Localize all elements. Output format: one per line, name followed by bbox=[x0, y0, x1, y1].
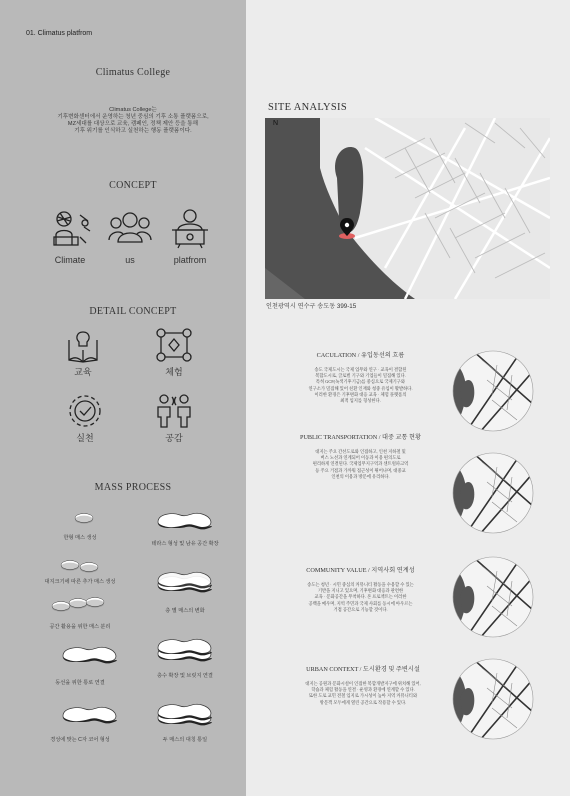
section-title: COMMUNITY VALUE / 지역사회 연계성 bbox=[306, 567, 415, 574]
section-body bbox=[268, 582, 453, 613]
desc-line: 기후 위기를 인식하고 실천하는 행동 플랫폼이다. bbox=[74, 128, 192, 134]
body-line: 버스 노선과 연계되어 이동과 이용 편의도로 bbox=[320, 455, 401, 461]
body-line: 등 주요 거점과 가까워 접근성이 뛰어나며, 대중교 bbox=[315, 467, 406, 473]
section-title: URBAN CONTEXT / 도시환경 및 주변시설 bbox=[306, 666, 420, 673]
desc-line: Climatus College는 bbox=[109, 107, 157, 113]
detail-label-experience: 체험 bbox=[165, 367, 183, 377]
mass-diagram-2 bbox=[142, 500, 222, 540]
desc-line: MZ세대를 대상으로 교육, 캠페인, 정책 제안 등을 통해 bbox=[67, 121, 199, 127]
section-title: PUBLIC TRANSPORTATION / 대중 교통 현황 bbox=[300, 434, 421, 441]
body-line: 연구소가 밀집해 있어 친환 인재와 청중 유입이 활발하다. bbox=[308, 385, 413, 391]
desc-line: 기후변화센터에서 운영하는 청년 중심의 기후 소통 플랫폼으로, bbox=[57, 114, 209, 120]
concept-title: CONCEPT bbox=[109, 180, 157, 191]
section-title: CACULATION / 유입동선의 흐름 bbox=[316, 352, 405, 359]
circle-map-3 bbox=[452, 556, 534, 638]
people-group-icon bbox=[108, 210, 152, 246]
concept-label-us: us bbox=[125, 255, 135, 265]
two-people-icon bbox=[154, 393, 194, 429]
section-public-transport bbox=[268, 432, 453, 480]
body-line: 거점 공간으로 기능할 것이다. bbox=[333, 606, 388, 612]
circle-map-1 bbox=[452, 350, 534, 432]
mass-step-label: 두 매스의 대칭 통일 bbox=[162, 737, 208, 743]
network-icon bbox=[155, 327, 193, 363]
section-community-value bbox=[268, 565, 453, 613]
mass-step-label: 층 별 매스의 변화 bbox=[165, 608, 205, 614]
page-header: 01. Climatus platfrom bbox=[26, 30, 93, 37]
section-urban-context bbox=[268, 664, 458, 706]
detail-label-empathy: 공감 bbox=[165, 433, 183, 443]
site-address: 인천광역시 연수구 송도동 399-15 bbox=[266, 303, 357, 310]
college-title: Climatus College bbox=[95, 67, 171, 78]
body-line: 학습과 체험 활동을 연결 · 운영과 환경에 연계할 수 있다. bbox=[311, 687, 415, 693]
body-line: 기반을 지니고 있으며, 기후변화 대응과 관련한 bbox=[317, 588, 404, 594]
mass-diagram-7 bbox=[55, 638, 125, 678]
body-line: 교육 · 문화공간을 무척하다. 본 프로젝트는 이러한 bbox=[314, 594, 407, 600]
body-line: 복합도시로, 글로벌 기구와 기업들이 밀집해 있다. bbox=[315, 373, 406, 379]
mass-step-label: 공간 활용을 위한 매스 분리 bbox=[49, 624, 111, 630]
gear-check-icon bbox=[67, 393, 103, 429]
section-body bbox=[268, 449, 453, 480]
circle-map-4 bbox=[452, 658, 534, 740]
mass-step-label: 경성에 맞는 C자 코어 형성 bbox=[50, 737, 110, 743]
college-description bbox=[23, 107, 243, 135]
body-line: 대지는 공원과 문화시설이 인접한 복합개발지구에 위치해 있어, bbox=[305, 681, 421, 686]
mass-diagram-6 bbox=[142, 632, 222, 672]
site-map bbox=[265, 118, 550, 299]
detail-label-education: 교육 bbox=[74, 367, 92, 377]
section-body bbox=[268, 367, 453, 404]
mass-diagram-8 bbox=[55, 702, 125, 732]
body-line: 방문객 모두에게 열린 공간으로 작용할 수 있다. bbox=[319, 699, 407, 705]
body-line: 이러한 환경은 기후변화 대응 교육 · 체험 플랫폼의 bbox=[314, 391, 407, 397]
body-line: 또한 도로 교민 전철 입지로 가시성이 높아 지역 커뮤니티와 bbox=[308, 693, 418, 699]
body-line: 편리하게 연결된다. 국제업무지구역과 센트럴파크역 bbox=[312, 461, 409, 467]
mass-step-label: 테라스 형성 및 남유 공간 확장 bbox=[151, 541, 219, 547]
mass-diagram-9 bbox=[142, 700, 222, 735]
body-line: 인천의 이용과 방문에 유리하다. bbox=[331, 473, 390, 479]
mass-step-label: 동선을 위한 통로 연결 bbox=[55, 680, 105, 686]
concept-label-climate: Climate bbox=[54, 255, 86, 265]
mass-process-title: MASS PROCESS bbox=[94, 482, 172, 493]
mass-step-label: 층수 확장 및 브릿지 연결 bbox=[157, 673, 213, 679]
detail-label-practice: 실천 bbox=[76, 433, 94, 443]
body-line: 최적 입지를 형성한다. bbox=[340, 398, 381, 404]
section-body bbox=[268, 681, 458, 706]
body-line: 대지는 주요 간선도로와 인접하고, 인천 지하철 및 bbox=[315, 449, 406, 454]
mass-step-label: 대지크기에 따른 추가 매스 생성 bbox=[44, 579, 116, 585]
concept-label-platfrom: platfrom bbox=[173, 255, 207, 265]
mass-diagram-5 bbox=[45, 592, 115, 617]
body-line: 특히 GCF(녹색기후기금)를 중심으로 국제기구와 bbox=[315, 379, 406, 385]
north-arrow: N bbox=[273, 120, 279, 127]
mass-diagram-4 bbox=[142, 565, 222, 605]
mass-diagram-3 bbox=[45, 555, 115, 580]
body-line: 송도는 청년 · 시민 중심의 커뮤니티 활동을 수용할 수 있는 bbox=[307, 582, 414, 587]
section-caculation bbox=[268, 350, 453, 404]
climate-scientist-icon bbox=[50, 207, 92, 249]
body-line: 송도 국제도시는 국제 업무와 연구 · 교육이 결합된 bbox=[314, 367, 407, 372]
presenter-icon bbox=[170, 208, 210, 248]
site-analysis-title: SITE ANALYSIS bbox=[268, 102, 347, 113]
circle-map-2 bbox=[452, 452, 534, 534]
mass-step-label: 한형 매스 생성 bbox=[63, 535, 97, 541]
book-lightbulb-icon bbox=[67, 328, 99, 364]
detail-concept-title: DETAIL CONCEPT bbox=[89, 306, 177, 317]
body-line: 공백을 메우며, 지역 주민과 국제 사회를 동시에 아우르는 bbox=[308, 600, 413, 606]
